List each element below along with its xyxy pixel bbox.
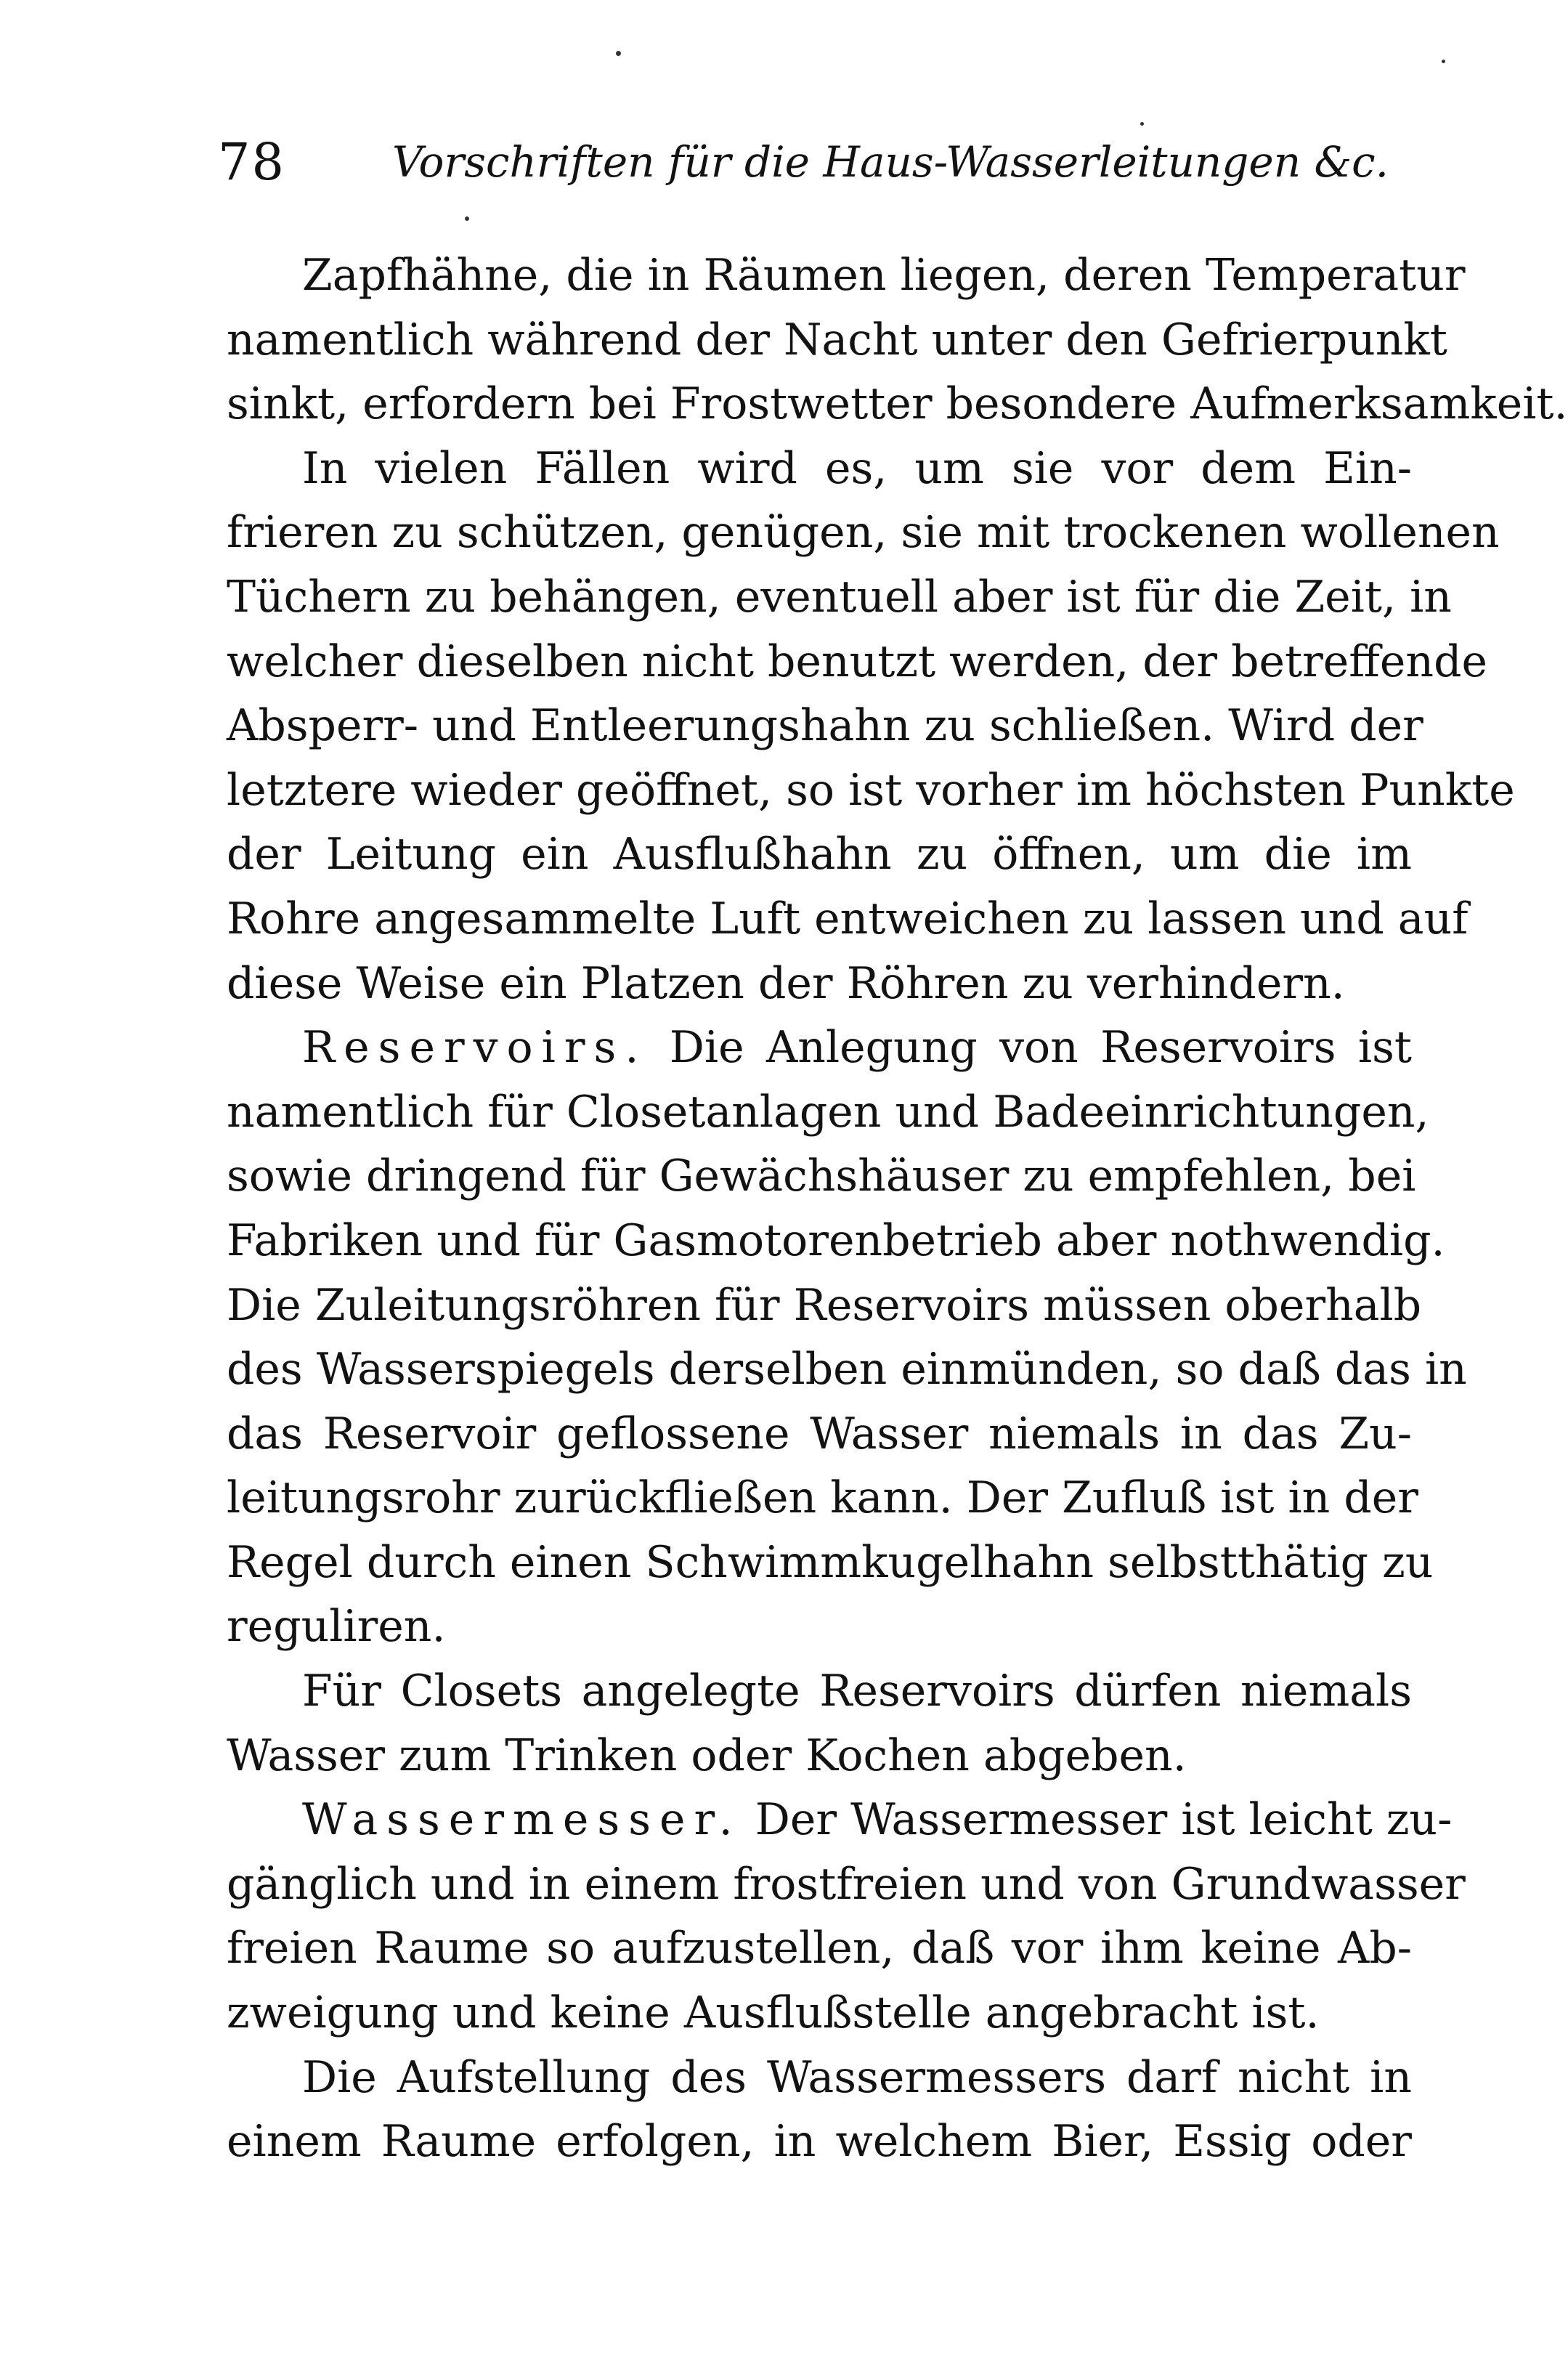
print-speck bbox=[616, 51, 621, 56]
text-line bbox=[227, 1531, 1434, 1595]
line-text: zweigung und keine Ausflußstelle angebracht ist. bbox=[227, 1987, 1320, 2039]
line-text: Tüchern zu behängen, eventuell aber ist für die Zeit, in bbox=[227, 571, 1452, 623]
page-header bbox=[218, 129, 1416, 195]
page-number: 78 bbox=[218, 132, 286, 192]
print-speck bbox=[1140, 122, 1144, 126]
text-line bbox=[227, 1466, 1418, 1531]
text-line bbox=[227, 1724, 1412, 1788]
line-text: frieren zu schützen, genügen, sie mit trockenen wollenen bbox=[227, 507, 1500, 559]
line-text: Wasser zum Trinken oder Kochen abgeben. bbox=[227, 1730, 1187, 1781]
text-line bbox=[227, 1209, 1445, 1273]
text-line bbox=[227, 1337, 1467, 1402]
line-text: Zapfhähne, die in Räumen liegen, deren Temperatur bbox=[302, 250, 1466, 301]
line-text: sowie dringend für Gewächshäuser zu empfehlen, bei bbox=[227, 1151, 1416, 1202]
line-text: Für Closets angelegte Reservoirs dürfen niemals bbox=[302, 1666, 1412, 1717]
line-text: einem Raume erfolgen, in welchem Bier, Essig oder bbox=[227, 2116, 1412, 2168]
line-text: diese Weise ein Platzen der Röhren zu verhindern. bbox=[227, 957, 1345, 1009]
text-line bbox=[227, 1981, 1412, 2046]
line-text: namentlich während der Nacht unter den Gefrierpunkt bbox=[227, 314, 1447, 365]
line-text: Fabriken und für Gasmotorenbetrieb aber nothwendig. bbox=[227, 1215, 1445, 1266]
print-speck bbox=[1442, 60, 1445, 63]
text-line bbox=[227, 1916, 1412, 1981]
line-text: sinkt, erfordern bei Frostwetter besondere Aufmerksamkeit. bbox=[227, 378, 1568, 430]
line-text: Rohre angesammelte Luft entweichen zu lassen und auf bbox=[227, 893, 1469, 944]
running-title: Vorschriften für die Haus-Wasserleitungen &c. bbox=[392, 137, 1389, 187]
text-line bbox=[227, 822, 1412, 887]
line-text: Absperr- und Entleerungshahn zu schließen. Wird der bbox=[227, 700, 1423, 752]
line-text: namentlich für Closetanlagen und Badeeinrichtungen, bbox=[227, 1086, 1429, 1138]
text-line bbox=[227, 758, 1515, 823]
text-line bbox=[227, 1852, 1466, 1917]
text-line bbox=[227, 1144, 1416, 1209]
line-text: Die Aufstellung des Wassermessers darf nicht in bbox=[302, 2051, 1412, 2103]
text-line bbox=[227, 2046, 1412, 2110]
line-text: letztere wieder geöffnet, so ist vorher im höchsten Punkte bbox=[227, 764, 1515, 816]
text-line bbox=[227, 1659, 1412, 1724]
text-line bbox=[227, 1273, 1422, 1338]
text-line bbox=[227, 694, 1423, 758]
text-line bbox=[227, 500, 1500, 565]
line-text: Der Wassermesser ist leicht zu- bbox=[741, 1794, 1453, 1846]
text-line bbox=[227, 1016, 1412, 1080]
text-line bbox=[227, 887, 1469, 952]
section-heading: Reservoirs. bbox=[302, 1022, 648, 1074]
line-text: freien Raume so aufzustellen, daß vor ihm keine Ab- bbox=[227, 1923, 1412, 1974]
line-text: In vielen Fällen wird es, um sie vor dem Ein- bbox=[302, 442, 1412, 494]
line-text: Die Anlegung von Reservoirs ist bbox=[647, 1022, 1412, 1074]
print-speck bbox=[465, 216, 469, 221]
text-line bbox=[227, 2109, 1412, 2174]
line-text: Regel durch einen Schwimmkugelhahn selbstthätig zu bbox=[227, 1536, 1434, 1588]
text-line bbox=[227, 565, 1452, 630]
line-text: Die Zuleitungsröhren für Reservoirs müssen oberhalb bbox=[227, 1279, 1422, 1331]
text-line bbox=[227, 1594, 1412, 1659]
text-line bbox=[227, 952, 1412, 1016]
line-text: leitungsrohr zurückfließen kann. Der Zufluß ist in der bbox=[227, 1472, 1418, 1524]
text-line bbox=[227, 1402, 1412, 1467]
line-text: reguliren. bbox=[227, 1601, 446, 1653]
text-line bbox=[227, 243, 1466, 308]
line-text: des Wasserspiegels derselben einmünden, so daß das in bbox=[227, 1344, 1467, 1395]
section-heading: Wassermesser. bbox=[302, 1794, 742, 1846]
line-text: gänglich und in einem frostfreien und von Grundwasser bbox=[227, 1858, 1466, 1910]
text-line bbox=[227, 1788, 1453, 1852]
line-text: welcher dieselben nicht benutzt werden, der betreffende bbox=[227, 636, 1487, 687]
text-line bbox=[227, 437, 1412, 501]
line-text: der Leitung ein Ausflußhahn zu öffnen, um die im bbox=[227, 829, 1412, 880]
body-text bbox=[227, 243, 1568, 2174]
text-line bbox=[227, 1080, 1429, 1145]
line-text: das Reservoir geflossene Wasser niemals in das Zu- bbox=[227, 1408, 1412, 1459]
text-line bbox=[227, 308, 1447, 373]
text-line bbox=[227, 630, 1487, 694]
text-line bbox=[227, 372, 1568, 437]
